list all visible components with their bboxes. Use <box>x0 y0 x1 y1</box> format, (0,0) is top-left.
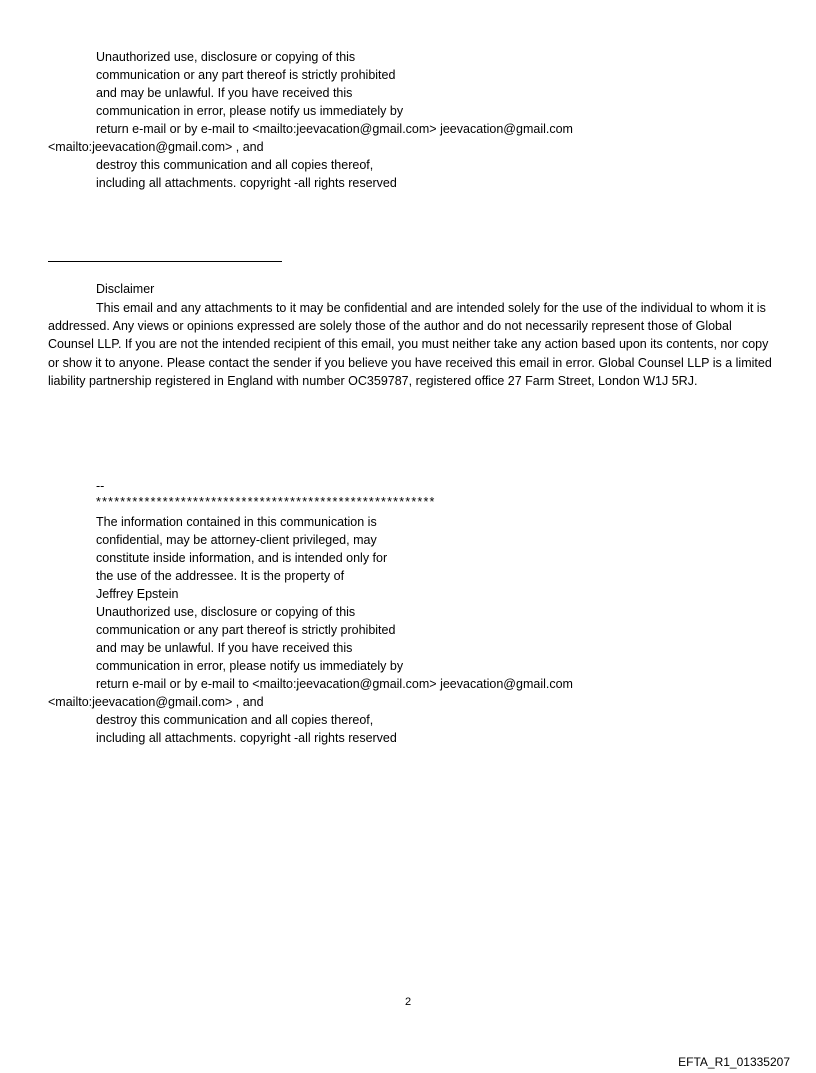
text-line: communication in error, please notify us immediately by <box>96 659 404 673</box>
text-line: <mailto:jeevacation@gmail.com> , and <box>48 695 264 709</box>
text-line: The information contained in this communication is <box>96 515 377 529</box>
text-line: confidential, may be attorney-client privileged, may <box>96 533 377 547</box>
separator-dashes: -- <box>96 479 105 493</box>
disclaimer-heading: Disclaimer <box>96 282 155 296</box>
text-line: Unauthorized use, disclosure or copying of this <box>96 50 356 64</box>
text-line: destroy this communication and all copies thereof, <box>96 158 374 172</box>
text-line: and may be unlawful. If you have received this <box>96 641 353 655</box>
text-line: communication or any part thereof is strictly prohibited <box>96 68 396 82</box>
text-line: communication or any part thereof is strictly prohibited <box>96 623 396 637</box>
text-line: Unauthorized use, disclosure or copying of this <box>96 605 356 619</box>
page-number: 2 <box>404 996 412 1008</box>
text-line: including all attachments. copyright -all rights reserved <box>96 176 397 190</box>
text-line: return e-mail or by e-mail to <mailto:jeevacation@gmail.com> jeevacation@gmail.com <box>96 122 573 136</box>
text-line: the use of the addressee. It is the property of <box>96 569 345 583</box>
text-line: return e-mail or by e-mail to <mailto:jeevacation@gmail.com> jeevacation@gmail.com <box>96 677 573 691</box>
text-line: and may be unlawful. If you have received this <box>96 86 353 100</box>
text-line: including all attachments. copyright -all rights reserved <box>96 731 397 745</box>
divider-rule <box>48 261 282 262</box>
disclaimer-body: This email and any attachments to it may be confidential and are intended solely for the use of the individual to whom it is addressed. Any views or opinions expressed are solely those of the author and do not necessarily represent those of Global Counsel LLP. If you are not the intended recipient of this email, you must neither take any action based upon its contents, nor copy or show it to anyone. Please contact the sender if you believe you have received this email in error. Global Counsel LLP is a limited liability partnership registered in England with number OC359787, registered office 27 Farm Street, London W1J 5RJ. <box>48 301 772 388</box>
text-line: Jeffrey Epstein <box>96 587 179 601</box>
text-line: destroy this communication and all copies thereof, <box>96 713 374 727</box>
text-line: communication in error, please notify us immediately by <box>96 104 404 118</box>
text-line: <mailto:jeevacation@gmail.com> , and <box>48 140 264 154</box>
bates-stamp: EFTA_R1_01335207 <box>678 1055 790 1069</box>
separator-stars: ******************************************************** <box>96 495 436 509</box>
text-line: constitute inside information, and is intended only for <box>96 551 388 565</box>
